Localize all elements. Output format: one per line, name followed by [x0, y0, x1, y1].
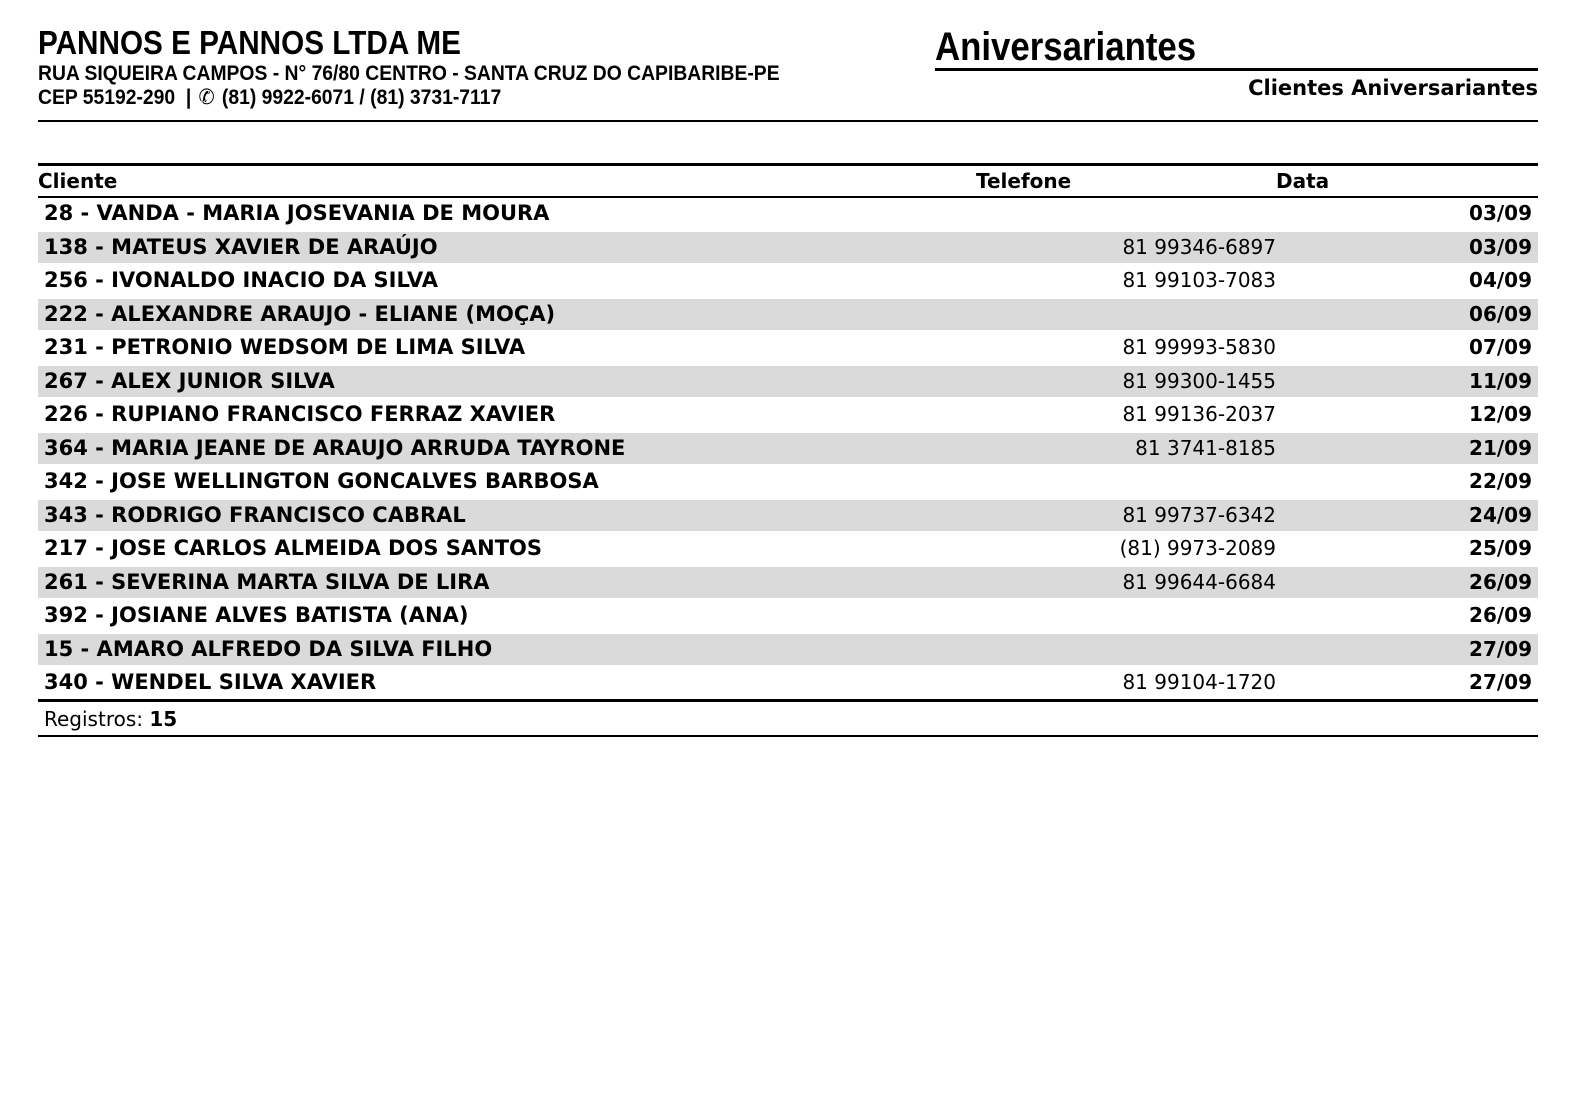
table-row — [38, 465, 1538, 499]
table-header-row — [38, 165, 1538, 198]
table-row — [38, 331, 1538, 365]
client-phone-cell: 81 99993-5830 — [976, 331, 1276, 365]
client-name-cell: 392 - JOSIANE ALVES BATISTA (ANA) — [38, 599, 976, 633]
birthday-date-cell: 04/09 — [1276, 264, 1538, 298]
client-name-cell: 28 - VANDA - MARIA JOSEVANIA DE MOURA — [38, 197, 976, 231]
birthday-date-cell: 27/09 — [1276, 666, 1538, 700]
client-name-cell: 217 - JOSE CARLOS ALMEIDA DOS SANTOS — [38, 532, 976, 566]
table-row — [38, 231, 1538, 265]
company-address: RUA SIQUEIRA CAMPOS - N° 76/80 CENTRO - SANTA CRUZ DO CAPIBARIBE-PE — [38, 62, 780, 85]
company-name: PANNOS E PANNOS LTDA ME — [38, 24, 461, 61]
client-phone-cell — [976, 298, 1276, 332]
birthday-date-cell: 24/09 — [1276, 499, 1538, 533]
client-name-cell: 138 - MATEUS XAVIER DE ARAÚJO — [38, 231, 976, 265]
table-row — [38, 666, 1538, 700]
records-count: 15 — [149, 706, 178, 731]
company-contact — [38, 86, 501, 110]
client-name-cell: 364 - MARIA JEANE DE ARAUJO ARRUDA TAYRONE — [38, 432, 976, 466]
client-name-cell: 231 - PETRONIO WEDSOM DE LIMA SILVA — [38, 331, 976, 365]
client-name-cell: 343 - RODRIGO FRANCISCO CABRAL — [38, 499, 976, 533]
client-phone-cell: (81) 9973-2089 — [976, 532, 1276, 566]
birthday-date-cell: 22/09 — [1276, 465, 1538, 499]
report-title-row — [935, 26, 1538, 71]
table-row — [38, 432, 1538, 466]
birthday-date-cell: 03/09 — [1276, 197, 1538, 231]
table-row — [38, 599, 1538, 633]
client-phone-cell — [976, 599, 1276, 633]
client-name-cell: 340 - WENDEL SILVA XAVIER — [38, 666, 976, 700]
column-header-telefone: Telefone — [976, 165, 1276, 198]
client-phone-cell: 81 99644-6684 — [976, 566, 1276, 600]
client-name-cell: 267 - ALEX JUNIOR SILVA — [38, 365, 976, 399]
records-footer — [38, 702, 1538, 737]
client-phone-cell — [976, 465, 1276, 499]
birthday-date-cell: 21/09 — [1276, 432, 1538, 466]
header-divider — [38, 120, 1538, 122]
client-phone-cell: 81 99104-1720 — [976, 666, 1276, 700]
report-header — [38, 26, 1538, 110]
table-row — [38, 365, 1538, 399]
birthday-date-cell: 27/09 — [1276, 633, 1538, 667]
column-header-data: Data — [1276, 165, 1538, 198]
client-name-cell: 261 - SEVERINA MARTA SILVA DE LIRA — [38, 566, 976, 600]
records-label: Registros: — [44, 706, 143, 731]
table-row — [38, 298, 1538, 332]
birthday-date-cell: 25/09 — [1276, 532, 1538, 566]
client-name-cell: 15 - AMARO ALFREDO DA SILVA FILHO — [38, 633, 976, 667]
company-cep: CEP 55192-290 — [38, 86, 176, 109]
client-phone-cell: 81 99136-2037 — [976, 398, 1276, 432]
table-header — [38, 165, 1538, 198]
birthday-date-cell: 26/09 — [1276, 599, 1538, 633]
page-title: Aniversariantes — [935, 25, 1197, 69]
column-header-cliente: Cliente — [38, 165, 976, 198]
table-row — [38, 633, 1538, 667]
client-phone-cell: 81 3741-8185 — [976, 432, 1276, 466]
company-block — [38, 26, 935, 110]
client-phone-cell — [976, 633, 1276, 667]
birthday-date-cell: 12/09 — [1276, 398, 1538, 432]
table-row — [38, 264, 1538, 298]
table-row — [38, 532, 1538, 566]
birthday-date-cell: 26/09 — [1276, 566, 1538, 600]
table-row — [38, 398, 1538, 432]
client-name-cell: 256 - IVONALDO INACIO DA SILVA — [38, 264, 976, 298]
report-title-block — [935, 26, 1538, 100]
client-name-cell: 342 - JOSE WELLINGTON GONCALVES BARBOSA — [38, 465, 976, 499]
client-phone-cell: 81 99346-6897 — [976, 231, 1276, 265]
birthday-date-cell: 03/09 — [1276, 231, 1538, 265]
table-body — [38, 197, 1538, 700]
table-row — [38, 197, 1538, 231]
company-phones: (81) 9922-6071 / (81) 3731-7117 — [221, 86, 502, 109]
client-phone-cell — [976, 197, 1276, 231]
birthdays-table — [38, 163, 1538, 702]
table-row — [38, 566, 1538, 600]
client-phone-cell: 81 99737-6342 — [976, 499, 1276, 533]
birthday-date-cell: 06/09 — [1276, 298, 1538, 332]
table-row — [38, 499, 1538, 533]
company-contact-row — [38, 86, 935, 110]
client-phone-cell: 81 99103-7083 — [976, 264, 1276, 298]
client-phone-cell: 81 99300-1455 — [976, 365, 1276, 399]
birthday-date-cell: 11/09 — [1276, 365, 1538, 399]
client-name-cell: 222 - ALEXANDRE ARAUJO - ELIANE (MOÇA) — [38, 298, 976, 332]
birthday-date-cell: 07/09 — [1276, 331, 1538, 365]
company-name-row — [38, 26, 935, 60]
company-address-row — [38, 62, 935, 86]
phone-icon: ✆ — [198, 86, 215, 109]
separator-bar: | — [185, 86, 192, 109]
report-subtitle: Clientes Aniversariantes — [1248, 76, 1538, 100]
client-name-cell: 226 - RUPIANO FRANCISCO FERRAZ XAVIER — [38, 398, 976, 432]
